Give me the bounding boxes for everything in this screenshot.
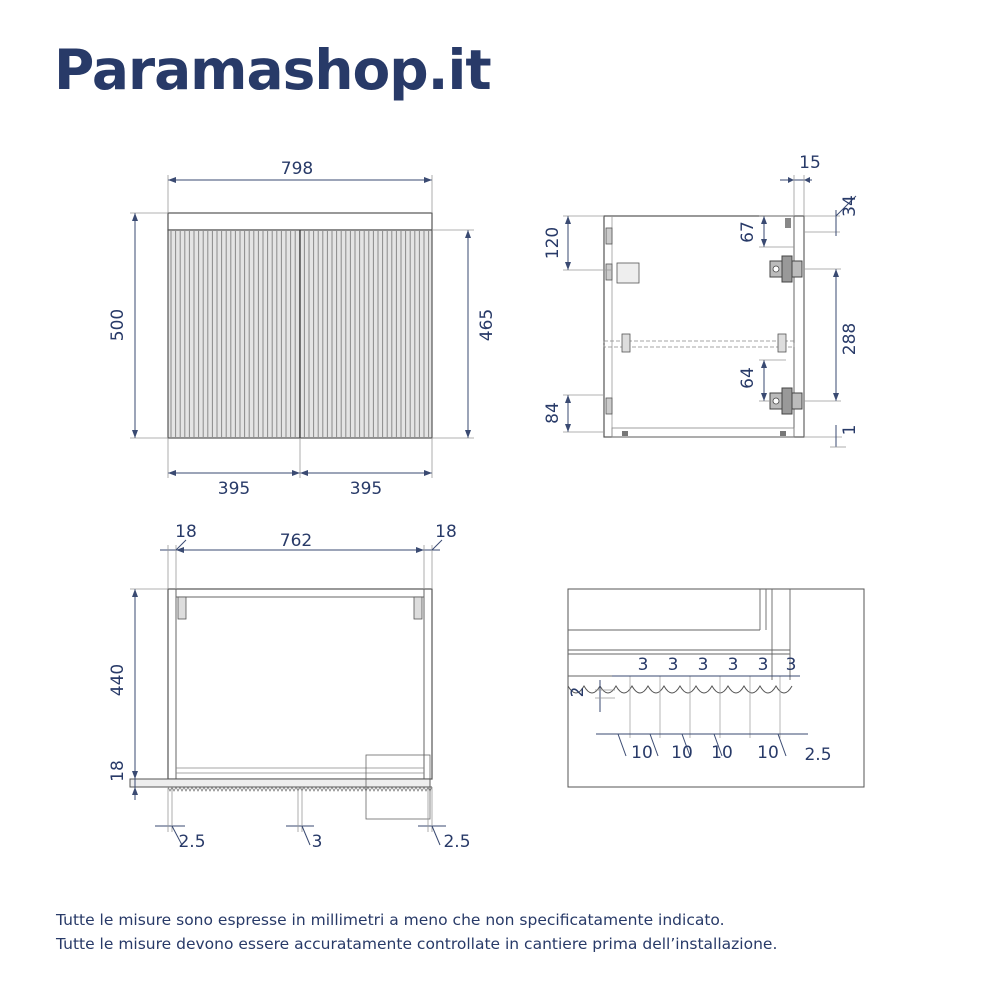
dim-height-total: 500 [108,308,128,342]
dim-bottom-rail: 84 [543,402,563,424]
groove-width-1: 3 [637,655,649,675]
side-bottom-rail [612,428,794,437]
groove-width-4: 3 [727,655,739,675]
groove-depth: 2 [568,686,588,698]
hinge-top [770,256,802,282]
dim-top-offset: 15 [799,153,821,173]
dim-side-left: 18 [175,522,197,542]
dim-gap-left: 2.5 [178,832,206,852]
dim-width-total: 798 [280,159,314,179]
pitch-3: 10 [711,743,733,763]
dim-inner-width: 762 [279,531,313,551]
footnote-units: Tutte le misure sono espresse in millimetri a meno che non specificatamente indicato. [56,911,725,929]
pitch-4: 10 [757,743,779,763]
dim-depth: 440 [108,663,128,697]
dim-bottom-thickness: 18 [108,760,128,782]
dim-hinge-bottom: 64 [738,367,758,389]
pitch-2: 10 [671,743,693,763]
dim-bottom-gap: 1 [840,424,860,436]
dim-gap-right: 2.5 [443,832,471,852]
dim-door-left: 395 [217,479,251,499]
groove-width-3: 3 [697,655,709,675]
top-base-plate [130,779,430,787]
hinge-bottom [770,388,802,414]
dim-gap-middle: 3 [311,832,323,852]
brand-logo: Paramashop.it [54,38,491,102]
dim-height-door: 465 [477,308,497,342]
detail-view [568,589,864,787]
edge-gap: 2.5 [804,745,832,765]
top-cabinet-outline [168,589,432,779]
dim-hinge-spacing: 288 [840,322,860,356]
top-view [108,522,471,852]
top-door-flutes [168,787,432,791]
groove-width-2: 3 [667,655,679,675]
dim-side-right: 18 [435,522,457,542]
front-view [108,159,497,499]
pitch-1: 10 [631,743,653,763]
dim-top-thickness: 34 [840,195,860,217]
side-shelf [604,341,794,347]
footnote-verification: Tutte le misure devono essere accuratamente controllate in cantiere prima dell’installazione. [56,935,778,953]
dim-top-rail: 120 [543,226,563,260]
side-view [543,153,860,447]
dim-door-right: 395 [349,479,383,499]
fluted-profile [568,676,792,738]
groove-width-5: 3 [757,655,769,675]
groove-width-6: 3 [785,655,797,675]
front-top-panel [168,213,432,230]
dim-hinge-top: 67 [738,221,758,243]
